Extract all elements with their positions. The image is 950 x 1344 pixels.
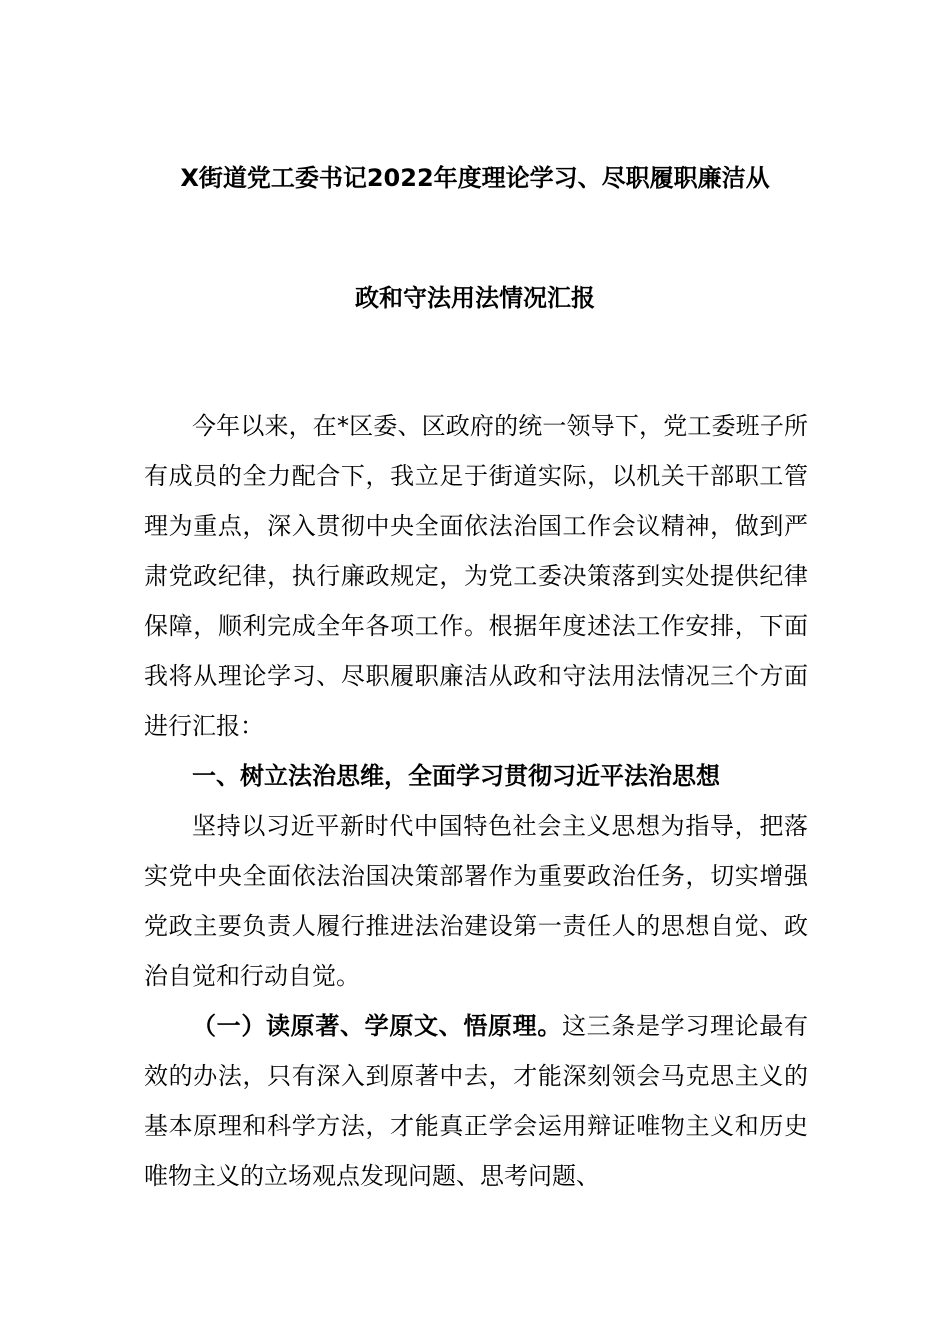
subsection-1-lead: （一）读原著、学原文、悟原理。 (192, 1012, 562, 1040)
document-title-line-1: X街道党工委书记2022年度理论学习、尽职履职廉洁从 (180, 164, 770, 192)
intro-paragraph: 今年以来，在*区委、区政府的统一领导下，党工委班子所有成员的全力配合下，我立足于街道实际，以机关干部职工管理为重点，深入贯彻中央全面依法治国工作会议精神，做到严肃党政纪律，执行廉政规定，为党工委决策落到实处提供纪律保障，顺利完成全年各项工作。根据年度述法工作安排，下面我将从理论学习、尽职履职廉洁从政和守法用法情况三个方面进行汇报： (144, 412, 808, 740)
subsection-1-paragraph (144, 1001, 808, 1201)
section-1-paragraph: 坚持以习近平新时代中国特色社会主义思想为指导，把落实党中央全面依法治国决策部署作为重要政治任务，切实增强党政主要负责人履行推进法治建设第一责任人的思想自觉、政治自觉和行动自觉。 (144, 812, 808, 990)
subsection-1-text: 这三条是学习理论最有效的办法，只有深入到原著中去，才能深刻领会马克思主义的基本原理和科学方法，才能真正学会运用辩证唯物主义和历史唯物主义的立场观点发现问题、思考问题、 (144, 1012, 808, 1190)
document-body (144, 401, 808, 1201)
document-title-line-2: 政和守法用法情况汇报 (355, 284, 595, 312)
section-1-heading: 一、树立法治思维，全面学习贯彻习近平法治思想 (192, 762, 720, 790)
